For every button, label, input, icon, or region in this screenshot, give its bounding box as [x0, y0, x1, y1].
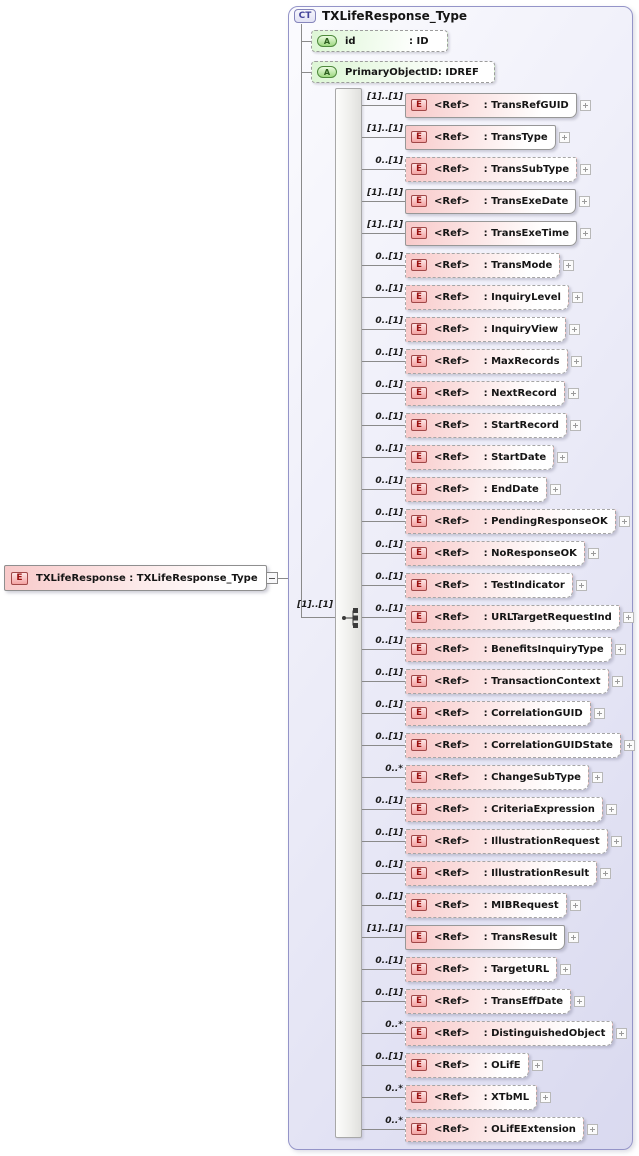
connector-line — [362, 681, 405, 682]
expand-plus-icon[interactable] — [594, 708, 605, 719]
cardinality-label: 0..[1] — [375, 284, 403, 294]
element-row — [362, 1083, 551, 1111]
element-name-label: : InquiryLevel — [483, 291, 561, 303]
expand-plus-icon[interactable] — [616, 1028, 627, 1039]
expand-plus-icon[interactable] — [611, 836, 622, 847]
element-badge-icon: E — [411, 387, 427, 399]
connector-line — [362, 841, 405, 842]
element-badge-icon: E — [411, 643, 427, 655]
element-box[interactable] — [405, 1085, 537, 1110]
element-ref-label: <Ref> — [434, 419, 470, 431]
element-badge-icon: E — [411, 163, 427, 175]
element-badge-icon: E — [411, 195, 427, 207]
element-row — [362, 603, 634, 631]
element-name-label: : CriteriaExpression — [483, 803, 595, 815]
element-name-label: : CorrelationGUID — [483, 707, 583, 719]
attribute-name: id — [345, 35, 356, 47]
element-box[interactable] — [405, 829, 608, 854]
expand-plus-icon[interactable] — [576, 580, 587, 591]
expand-plus-icon[interactable] — [570, 420, 581, 431]
element-box[interactable] — [405, 637, 612, 662]
element-name-label: : TransSubType — [483, 163, 570, 175]
element-ref-label: <Ref> — [434, 163, 470, 175]
cardinality-label: 0..[1] — [375, 476, 403, 486]
element-badge-icon: E — [411, 771, 427, 783]
element-name-label: : NoResponseOK — [483, 547, 577, 559]
element-row — [362, 379, 579, 407]
element-row — [362, 731, 635, 759]
connector-line — [362, 169, 405, 170]
element-row — [362, 475, 561, 503]
connector-line — [362, 649, 405, 650]
element-name-label: : TargetURL — [483, 963, 550, 975]
element-ref-label: <Ref> — [434, 131, 470, 143]
sequence-cardinality-label: [1]..[1] — [297, 600, 333, 610]
element-name-label: : IllustrationResult — [483, 867, 590, 879]
element-box[interactable] — [405, 221, 577, 246]
attribute-badge-icon: A — [317, 66, 337, 78]
connector-line — [362, 809, 405, 810]
element-box[interactable] — [405, 797, 603, 822]
connector-line — [362, 905, 405, 906]
expand-plus-icon[interactable] — [560, 964, 571, 975]
root-element-row — [4, 565, 288, 591]
connector-line — [362, 457, 405, 458]
element-name-label: : IllustrationRequest — [483, 835, 600, 847]
element-badge-icon: E — [411, 803, 427, 815]
attribute-name: PrimaryObjectID — [345, 66, 438, 78]
element-box[interactable] — [405, 541, 585, 566]
element-box[interactable] — [405, 701, 591, 726]
element-name-label: : XTbML — [483, 1091, 530, 1103]
element-row — [362, 539, 599, 567]
element-box[interactable] — [405, 605, 620, 630]
element-row — [362, 411, 581, 439]
element-box[interactable] — [405, 1021, 613, 1046]
connector-line — [301, 41, 311, 42]
collapse-minus-icon[interactable] — [266, 572, 278, 584]
connector-line — [362, 585, 405, 586]
element-name-label: : BenefitsInquiryType — [483, 643, 604, 655]
element-badge-icon: E — [411, 355, 427, 367]
expand-plus-icon[interactable] — [568, 388, 579, 399]
connector-line — [362, 105, 405, 106]
cardinality-label: [1]..[1] — [367, 924, 403, 934]
attribute-badge-icon: A — [317, 35, 337, 47]
cardinality-label: 0..[1] — [375, 636, 403, 646]
element-box[interactable] — [405, 125, 556, 150]
element-box[interactable] — [405, 989, 571, 1014]
element-row — [362, 891, 581, 919]
expand-plus-icon[interactable] — [587, 1124, 598, 1135]
root-element-label: TXLifeResponse : TXLifeResponse_Type — [36, 572, 258, 584]
connector-line — [362, 969, 405, 970]
element-name-label: : OLifEExtension — [483, 1123, 576, 1135]
element-box[interactable] — [405, 957, 557, 982]
cardinality-label: 0..[1] — [375, 796, 403, 806]
attribute-type: : ID — [409, 35, 429, 47]
element-row — [362, 443, 568, 471]
connector-line — [362, 393, 405, 394]
connector-line — [278, 578, 288, 579]
expand-plus-icon[interactable] — [588, 548, 599, 559]
connector-line — [362, 937, 405, 938]
expand-plus-icon[interactable] — [615, 644, 626, 655]
element-badge-icon: E — [411, 451, 427, 463]
element-box[interactable] — [405, 317, 566, 342]
expand-plus-icon[interactable] — [580, 100, 591, 111]
element-row — [362, 699, 605, 727]
complex-type-badge-icon: CT — [294, 9, 316, 23]
element-ref-label: <Ref> — [434, 515, 470, 527]
element-row — [362, 635, 626, 663]
element-row — [362, 1115, 598, 1143]
element-name-label: : TransMode — [483, 259, 553, 271]
expand-plus-icon[interactable] — [570, 900, 581, 911]
element-ref-label: <Ref> — [434, 867, 470, 879]
element-box[interactable] — [405, 349, 568, 374]
element-box[interactable] — [405, 733, 621, 758]
connector-line — [301, 24, 302, 618]
expand-plus-icon[interactable] — [623, 612, 634, 623]
cardinality-label: [1]..[1] — [367, 92, 403, 102]
cardinality-label: 0..[1] — [375, 988, 403, 998]
expand-plus-icon[interactable] — [580, 164, 591, 175]
attribute-type: : IDREF — [437, 66, 479, 78]
element-ref-label: <Ref> — [434, 1027, 470, 1039]
element-badge-icon: E — [411, 963, 427, 975]
element-ref-label: <Ref> — [434, 803, 470, 815]
element-badge-icon: E — [411, 1059, 427, 1071]
element-badge-icon: E — [411, 227, 427, 239]
element-row — [362, 347, 582, 375]
element-row — [362, 219, 591, 247]
element-ref-label: <Ref> — [434, 707, 470, 719]
element-name-label: : TransactionContext — [483, 675, 601, 687]
element-badge-icon: E — [411, 611, 427, 623]
connector-line — [362, 137, 405, 138]
cardinality-label: 0..[1] — [375, 444, 403, 454]
element-badge-icon: E — [411, 323, 427, 335]
element-box[interactable] — [405, 765, 589, 790]
element-name-label: : EndDate — [483, 483, 539, 495]
element-badge-icon: E — [411, 131, 427, 143]
attribute-box-id[interactable] — [311, 30, 448, 52]
connector-line — [362, 201, 405, 202]
element-badge-icon: E — [411, 867, 427, 879]
cardinality-label: 0..[1] — [375, 892, 403, 902]
cardinality-label: 0..[1] — [375, 348, 403, 358]
element-ref-label: <Ref> — [434, 195, 470, 207]
connector-line — [362, 873, 405, 874]
element-name-label: : URLTargetRequestInd — [483, 611, 612, 623]
element-name-label: : MIBRequest — [483, 899, 559, 911]
element-ref-label: <Ref> — [434, 611, 470, 623]
element-name-label: : TransResult — [483, 931, 558, 943]
expand-plus-icon[interactable] — [550, 484, 561, 495]
element-ref-label: <Ref> — [434, 355, 470, 367]
element-box[interactable] — [405, 189, 576, 214]
element-name-label: : TransEffDate — [483, 995, 564, 1007]
element-row — [362, 315, 580, 343]
element-name-label: : MaxRecords — [483, 355, 560, 367]
element-ref-label: <Ref> — [434, 835, 470, 847]
expand-plus-icon[interactable] — [624, 740, 635, 751]
element-badge-icon: E — [411, 995, 427, 1007]
element-ref-label: <Ref> — [434, 483, 470, 495]
cardinality-label: [1]..[1] — [367, 124, 403, 134]
cardinality-label: 0..[1] — [375, 700, 403, 710]
element-badge-icon: E — [11, 572, 28, 585]
element-ref-label: <Ref> — [434, 227, 470, 239]
expand-plus-icon[interactable] — [557, 452, 568, 463]
expand-plus-icon[interactable] — [580, 228, 591, 239]
cardinality-label: 0..[1] — [375, 668, 403, 678]
element-name-label: : ChangeSubType — [483, 771, 581, 783]
element-box[interactable] — [405, 445, 554, 470]
element-badge-icon: E — [411, 931, 427, 943]
cardinality-label: 0..[1] — [375, 572, 403, 582]
cardinality-label: 0..[1] — [375, 380, 403, 390]
element-row — [362, 155, 591, 183]
complex-type-title: TXLifeResponse_Type — [322, 9, 468, 23]
sequence-icon[interactable] — [340, 606, 362, 630]
element-badge-icon: E — [411, 835, 427, 847]
element-name-label: : TransExeDate — [483, 195, 569, 207]
element-ref-label: <Ref> — [434, 387, 470, 399]
connector-line — [362, 489, 405, 490]
element-name-label: : DistinguishedObject — [483, 1027, 606, 1039]
connector-line — [362, 361, 405, 362]
element-ref-label: <Ref> — [434, 1091, 470, 1103]
element-badge-icon: E — [411, 1123, 427, 1135]
element-row — [362, 795, 617, 823]
expand-plus-icon[interactable] — [606, 804, 617, 815]
expand-plus-icon[interactable] — [540, 1092, 551, 1103]
connector-line — [362, 1129, 405, 1130]
cardinality-label: 0..[1] — [375, 1052, 403, 1062]
cardinality-label: 0..* — [385, 1020, 403, 1030]
expand-plus-icon[interactable] — [600, 868, 611, 879]
element-badge-icon: E — [411, 99, 427, 111]
element-row — [362, 923, 579, 951]
element-badge-icon: E — [411, 1027, 427, 1039]
attribute-box-primaryobjectid[interactable] — [311, 61, 495, 83]
cardinality-label: 0..[1] — [375, 252, 403, 262]
cardinality-label: 0..[1] — [375, 860, 403, 870]
element-ref-label: <Ref> — [434, 259, 470, 271]
element-row — [362, 1019, 627, 1047]
element-badge-icon: E — [411, 1091, 427, 1103]
element-name-label: : StartDate — [483, 451, 547, 463]
cardinality-label: 0..[1] — [375, 956, 403, 966]
connector-line — [362, 553, 405, 554]
element-ref-label: <Ref> — [434, 451, 470, 463]
connector-line — [301, 617, 335, 618]
expand-plus-icon[interactable] — [559, 132, 570, 143]
element-row — [362, 123, 570, 151]
element-row — [362, 187, 590, 215]
element-box[interactable] — [405, 509, 616, 534]
element-badge-icon: E — [411, 579, 427, 591]
connector-line — [362, 297, 405, 298]
connector-line — [362, 425, 405, 426]
connector-line — [362, 233, 405, 234]
expand-plus-icon[interactable] — [571, 356, 582, 367]
element-name-label: : TransRefGUID — [483, 99, 569, 111]
element-row — [362, 667, 623, 695]
element-box[interactable] — [405, 893, 567, 918]
element-badge-icon: E — [411, 547, 427, 559]
connector-line — [362, 713, 405, 714]
element-box[interactable] — [405, 669, 609, 694]
element-badge-icon: E — [411, 515, 427, 527]
root-element-box[interactable] — [4, 565, 267, 591]
cardinality-label: 0..[1] — [375, 316, 403, 326]
cardinality-label: 0..[1] — [375, 732, 403, 742]
expand-plus-icon[interactable] — [532, 1060, 543, 1071]
cardinality-label: [1]..[1] — [367, 220, 403, 230]
element-box[interactable] — [405, 1053, 529, 1078]
expand-plus-icon[interactable] — [592, 772, 603, 783]
element-row — [362, 955, 571, 983]
element-name-label: : CorrelationGUIDState — [483, 739, 613, 751]
element-row — [362, 507, 630, 535]
connector-line — [301, 72, 311, 73]
expand-plus-icon[interactable] — [619, 516, 630, 527]
element-name-label: : TestIndicator — [483, 579, 565, 591]
element-ref-label: <Ref> — [434, 739, 470, 751]
element-ref-label: <Ref> — [434, 1059, 470, 1071]
element-ref-label: <Ref> — [434, 771, 470, 783]
element-badge-icon: E — [411, 899, 427, 911]
connector-line — [362, 1097, 405, 1098]
element-name-label: : NextRecord — [483, 387, 557, 399]
cardinality-label: 0..* — [385, 1084, 403, 1094]
connector-line — [362, 265, 405, 266]
cardinality-label: 0..[1] — [375, 828, 403, 838]
element-ref-label: <Ref> — [434, 643, 470, 655]
element-row — [362, 763, 603, 791]
element-row — [362, 571, 587, 599]
element-box[interactable] — [405, 477, 547, 502]
expand-plus-icon[interactable] — [563, 260, 574, 271]
connector-line — [362, 1065, 405, 1066]
element-badge-icon: E — [411, 707, 427, 719]
element-box[interactable] — [405, 413, 567, 438]
element-ref-label: <Ref> — [434, 547, 470, 559]
expand-plus-icon[interactable] — [579, 196, 590, 207]
element-ref-label: <Ref> — [434, 899, 470, 911]
element-name-label: : InquiryView — [483, 323, 559, 335]
element-box[interactable] — [405, 925, 565, 950]
element-ref-label: <Ref> — [434, 323, 470, 335]
element-name-label: : OLifE — [483, 1059, 521, 1071]
element-badge-icon: E — [411, 483, 427, 495]
element-ref-label: <Ref> — [434, 931, 470, 943]
element-row — [362, 859, 611, 887]
element-badge-icon: E — [411, 259, 427, 271]
element-ref-label: <Ref> — [434, 99, 470, 111]
element-row — [362, 1051, 543, 1079]
element-row — [362, 251, 574, 279]
element-ref-label: <Ref> — [434, 675, 470, 687]
element-box[interactable] — [405, 1117, 584, 1142]
element-box[interactable] — [405, 253, 560, 278]
element-name-label: : TransExeTime — [483, 227, 570, 239]
cardinality-label: 0..[1] — [375, 604, 403, 614]
element-row — [362, 827, 622, 855]
element-name-label: : TransType — [483, 131, 548, 143]
expand-plus-icon[interactable] — [612, 676, 623, 687]
element-ref-label: <Ref> — [434, 1123, 470, 1135]
element-ref-label: <Ref> — [434, 291, 470, 303]
element-row — [362, 91, 591, 119]
element-badge-icon: E — [411, 291, 427, 303]
connector-line — [362, 521, 405, 522]
element-name-label: : StartRecord — [483, 419, 559, 431]
connector-line — [362, 745, 405, 746]
element-badge-icon: E — [411, 675, 427, 687]
connector-line — [362, 617, 405, 618]
element-box[interactable] — [405, 93, 577, 118]
cardinality-label: 0..[1] — [375, 508, 403, 518]
element-box[interactable] — [405, 285, 569, 310]
element-box[interactable] — [405, 381, 565, 406]
element-row — [362, 987, 585, 1015]
expand-plus-icon[interactable] — [572, 292, 583, 303]
element-ref-label: <Ref> — [434, 963, 470, 975]
element-box[interactable] — [405, 157, 577, 182]
connector-line — [362, 329, 405, 330]
element-name-label: : PendingResponseOK — [483, 515, 608, 527]
connector-line — [362, 1033, 405, 1034]
element-ref-label: <Ref> — [434, 579, 470, 591]
cardinality-label: 0..[1] — [375, 156, 403, 166]
element-box[interactable] — [405, 573, 573, 598]
element-row — [362, 283, 583, 311]
cardinality-label: 0..* — [385, 1116, 403, 1126]
cardinality-label: [1]..[1] — [367, 188, 403, 198]
element-badge-icon: E — [411, 739, 427, 751]
element-box[interactable] — [405, 861, 597, 886]
element-badge-icon: E — [411, 419, 427, 431]
cardinality-label: 0..[1] — [375, 412, 403, 422]
connector-line — [362, 777, 405, 778]
expand-plus-icon[interactable] — [574, 996, 585, 1007]
expand-plus-icon[interactable] — [568, 932, 579, 943]
connector-line — [362, 1001, 405, 1002]
element-ref-label: <Ref> — [434, 995, 470, 1007]
expand-plus-icon[interactable] — [569, 324, 580, 335]
cardinality-label: 0..[1] — [375, 540, 403, 550]
cardinality-label: 0..* — [385, 764, 403, 774]
